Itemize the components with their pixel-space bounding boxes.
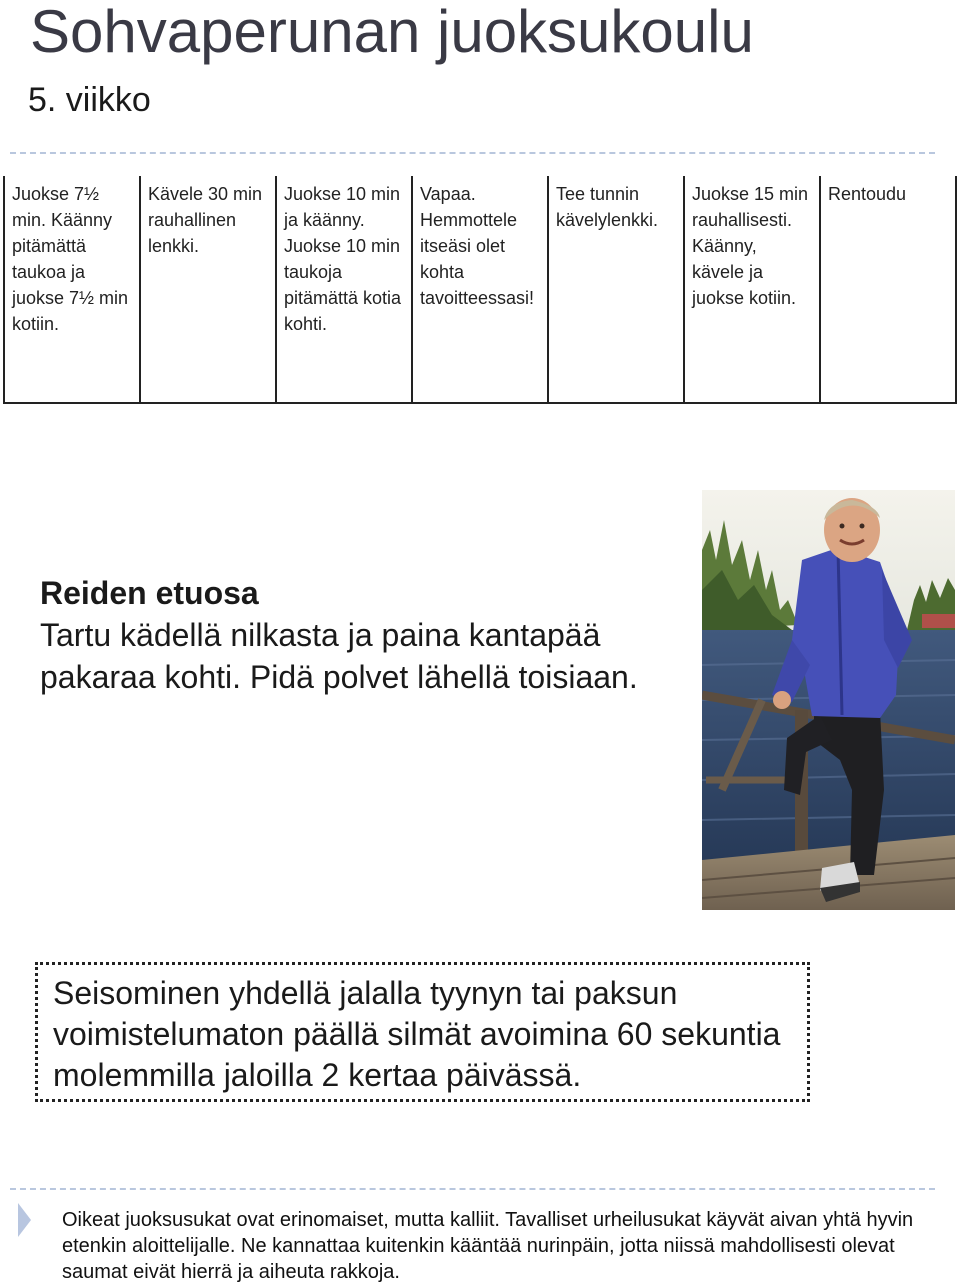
stretching-man-photo (702, 490, 955, 910)
weekly-schedule-table (3, 176, 957, 404)
schedule-day-6: Juokse 15 min rauhallisesti. Käänny, kävele ja juokse kotiin. (685, 176, 821, 402)
schedule-day-3: Juokse 10 min ja käänny. Juokse 10 min taukoja pitämättä kotia kohti. (277, 176, 413, 402)
schedule-day-7: Rentoudu (828, 184, 907, 204)
tip-arrow-icon (18, 1203, 31, 1237)
schedule-day-5: Tee tunnin kävelylenkki. (549, 176, 685, 402)
page-title: Sohvaperunan juoksukoulu (30, 0, 754, 65)
week-subtitle: 5. viikko (28, 81, 151, 119)
schedule-day-2: Kävele 30 min rauhallinen lenkki. (141, 176, 277, 402)
bottom-divider (10, 1188, 935, 1190)
stretch-instructions: Tartu kädellä nilkasta ja paina kantapää pakaraa kohti. Pidä polvet lähellä toisiaan. (40, 617, 638, 695)
sock-tip-text: Oikeat juoksusukat ovat erinomaiset, mutta kalliit. Tavalliset urheilusukat käyvät aivan yhtä hyvin etenkin aloittelijalle. Ne kannattaa kuitenkin kääntää nurinpäin, jotta niissä mahdollisesti olevat saumat eivät hierrä ja aiheuta rakkoja. (62, 1209, 914, 1283)
balance-exercise-box: Seisominen yhdellä jalalla tyynyn tai paksun voimistelumaton päällä silmät avoimina 60 sekuntia molemmilla jaloilla 2 kertaa päivässä. (35, 962, 810, 1102)
schedule-day-4: Vapaa. Hemmottele itseäsi olet kohta tavoitteessasi! (413, 176, 549, 402)
top-divider (10, 152, 935, 154)
schedule-day-1: Juokse 7½ min. Käänny pitämättä taukoa ja juokse 7½ min kotiin. (5, 176, 141, 402)
stretch-heading: Reiden etuosa (40, 575, 259, 611)
